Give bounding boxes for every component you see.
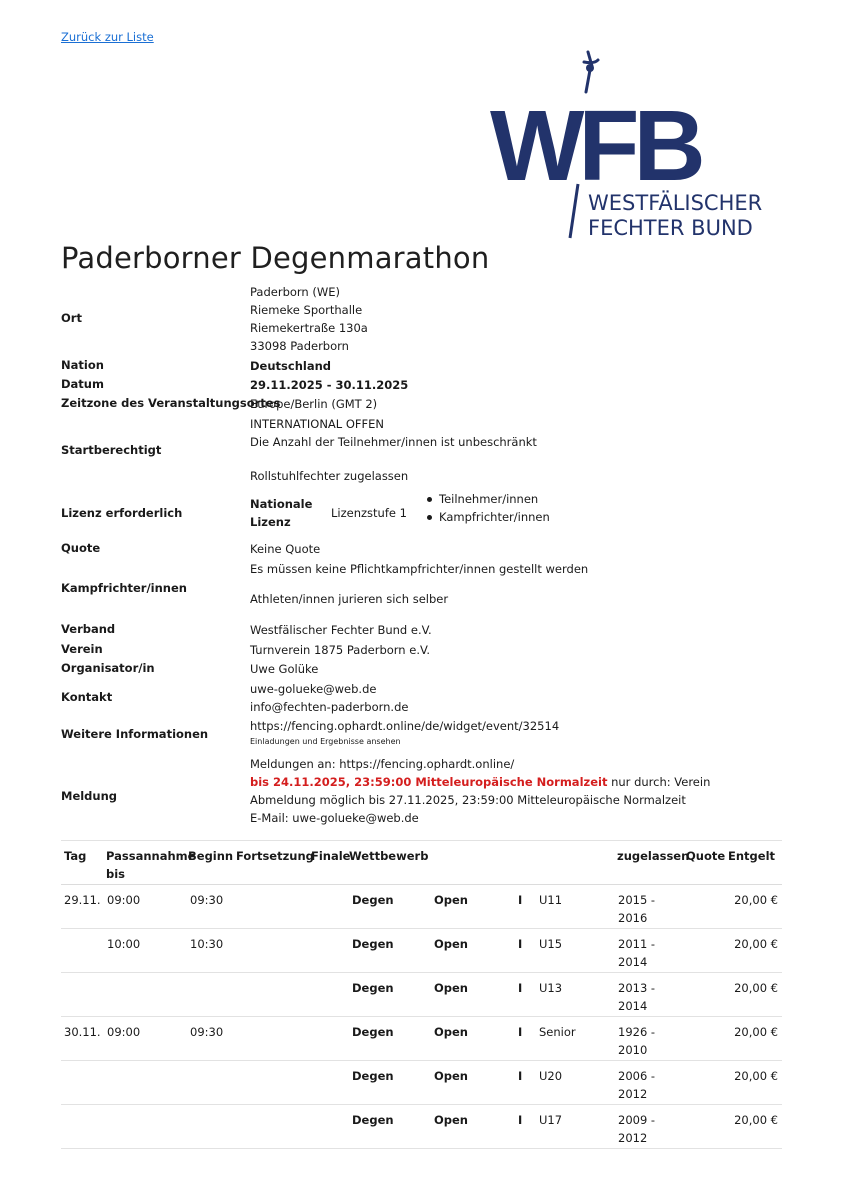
lizenz-label: Lizenz erforderlich: [61, 506, 183, 520]
info-row-datum: [61, 376, 781, 395]
nation-value: Deutschland: [250, 359, 331, 373]
cell-entgelt: 20,00 €: [734, 1025, 778, 1039]
kontakt-email-2[interactable]: info@fechten-paderborn.de: [250, 700, 409, 714]
ort-value: Paderborn (WE) Riemeke Sporthalle Riemekertraße 130a 33098 Paderborn: [250, 285, 368, 353]
info-row-verband: [61, 621, 781, 640]
quote-label: Quote: [61, 541, 101, 555]
cell-zug: 2015 - 2016: [618, 893, 656, 925]
info-row-verein: [61, 641, 781, 660]
info-row-kampfrichter: [61, 560, 781, 610]
cell-beginn: 09:30: [190, 1025, 224, 1039]
th-tag: Tag: [64, 849, 87, 863]
cell-zug: 2013 - 2014: [618, 981, 656, 1013]
cell-gender: I: [518, 1069, 523, 1083]
cell-beginn: 10:30: [190, 937, 224, 951]
cell-klasse: U17: [539, 1113, 563, 1127]
cell-art: Open: [434, 1025, 468, 1039]
logo-line2: FECHTER BUND: [588, 216, 753, 240]
weitere-url[interactable]: https://fencing.ophardt.online/de/widget/event/32514: [250, 719, 560, 733]
cell-gender: I: [518, 893, 523, 907]
table-row: [61, 929, 782, 973]
cell-klasse: U15: [539, 937, 563, 951]
th-entgelt: Entgelt: [728, 849, 776, 863]
table-header: [61, 840, 782, 885]
cell-waffe: Degen: [352, 1025, 394, 1039]
competition-table: [61, 840, 782, 1149]
lizenz-item: Teilnehmer/innen: [425, 490, 550, 508]
kontakt-label: Kontakt: [61, 690, 113, 704]
cell-klasse: U11: [539, 893, 563, 907]
cell-art: Open: [434, 1069, 468, 1083]
nation-label: Nation: [61, 358, 104, 372]
cell-pass: 10:00: [107, 937, 141, 951]
weitere-value: [250, 717, 559, 749]
cell-zug: 2009 - 2012: [618, 1113, 656, 1145]
cell-waffe: Degen: [352, 1069, 394, 1083]
table-row: [61, 1017, 782, 1061]
zeitzone-label: Zeitzone des Veranstaltungsortes: [61, 396, 281, 410]
cell-beginn: 09:30: [190, 893, 224, 907]
cell-tag: 29.11.: [64, 893, 101, 907]
th-zugelassen: zugelassen: [617, 849, 690, 863]
cell-waffe: Degen: [352, 981, 394, 995]
cell-waffe: Degen: [352, 1113, 394, 1127]
datum-value: 29.11.2025 - 30.11.2025: [250, 378, 409, 392]
meldung-deadline: bis 24.11.2025, 23:59:00 Mitteleuropäische Normalzeit: [250, 775, 608, 789]
th-fortsetzung: Fortsetzung: [236, 849, 314, 863]
table-row: [61, 1061, 782, 1105]
cell-entgelt: 20,00 €: [734, 937, 778, 951]
ort-label: Ort: [61, 311, 82, 325]
info-row-zeitzone: [61, 395, 781, 414]
cell-zug: 1926 - 2010: [618, 1025, 656, 1057]
info-row-organisator: [61, 660, 781, 679]
th-finale: Finale: [311, 849, 351, 863]
info-row-startberechtigt: [61, 415, 781, 487]
table-row: [61, 1105, 782, 1149]
cell-entgelt: 20,00 €: [734, 981, 778, 995]
cell-pass: 09:00: [107, 1025, 141, 1039]
cell-entgelt: 20,00 €: [734, 893, 778, 907]
cell-gender: I: [518, 1113, 523, 1127]
info-row-quote: [61, 540, 781, 559]
cell-gender: I: [518, 981, 523, 995]
organisator-label: Organisator/in: [61, 661, 155, 675]
th-beginn: Beginn: [188, 849, 234, 863]
verband-label: Verband: [61, 622, 116, 636]
lizenz-level: Lizenzstufe 1: [331, 506, 407, 520]
logo-line1: WESTFÄLISCHER: [588, 191, 763, 215]
meldung-label: Meldung: [61, 789, 118, 803]
back-to-list-link[interactable]: Zurück zur Liste: [61, 30, 154, 44]
cell-klasse: U13: [539, 981, 563, 995]
cell-zug: 2011 - 2014: [618, 937, 656, 969]
cell-tag: 30.11.: [64, 1025, 101, 1039]
cell-gender: I: [518, 937, 523, 951]
page-title: Paderborner Degenmarathon: [61, 241, 490, 275]
table-row: [61, 885, 782, 929]
info-row-lizenz: [61, 490, 781, 534]
th-quote: Quote: [686, 849, 726, 863]
zeitzone-value: Europe/Berlin (GMT 2): [250, 397, 378, 411]
verband-value: Westfälischer Fechter Bund e.V.: [250, 623, 432, 637]
table-body: [61, 885, 782, 1149]
cell-entgelt: 20,00 €: [734, 1113, 778, 1127]
weitere-small[interactable]: Einladungen und Ergebnisse ansehen: [250, 737, 401, 746]
startberechtigt-value: INTERNATIONAL OFFEN Die Anzahl der Teilnehmer/innen ist unbeschränkt Rollstuhlfechter zugelassen: [250, 417, 537, 483]
datum-label: Datum: [61, 377, 104, 391]
lizenz-type: Nationale Lizenz: [250, 497, 313, 529]
quote-value: Keine Quote: [250, 542, 321, 556]
cell-klasse: U20: [539, 1069, 563, 1083]
kontakt-email-1[interactable]: uwe-golueke@web.de: [250, 682, 377, 696]
cell-art: Open: [434, 937, 468, 951]
info-row-kontakt: [61, 680, 781, 718]
info-row-nation: [61, 357, 781, 376]
cell-art: Open: [434, 1113, 468, 1127]
info-row-ort: [61, 283, 781, 357]
cell-waffe: Degen: [352, 937, 394, 951]
verein-label: Verein: [61, 642, 103, 656]
cell-pass: 09:00: [107, 893, 141, 907]
cell-zug: 2006 - 2012: [618, 1069, 656, 1101]
weitere-label: Weitere Informationen: [61, 727, 209, 741]
lizenz-list: [425, 490, 550, 526]
cell-gender: I: [518, 1025, 523, 1039]
kontakt-value: [250, 680, 408, 716]
info-row-meldung: [61, 755, 781, 829]
lizenz-item: Kampfrichter/innen: [425, 508, 550, 526]
startberechtigt-label: Startberechtigt: [61, 443, 162, 457]
kampfrichter-label: Kampfrichter/innen: [61, 581, 187, 595]
organisator-value: Uwe Golüke: [250, 662, 319, 676]
cell-art: Open: [434, 981, 468, 995]
verein-value: Turnverein 1875 Paderborn e.V.: [250, 643, 431, 657]
meldung-value: Meldungen an: https://fencing.ophardt.online/ bis 24.11.2025, 23:59:00 Mitteleuropäische Normalzeit nur durch: Verein Abmeldung möglich bis 27.11.2025, 23:59:00 Mitteleuropäische Normalzeit E-Mail: uwe-golueke@web.de: [250, 757, 711, 825]
logo-main-text: WFB: [490, 90, 700, 202]
table-row: [61, 973, 782, 1017]
wfb-logo: [478, 48, 782, 240]
cell-klasse: Senior: [539, 1025, 576, 1039]
kampfrichter-value: Es müssen keine Pflichtkampfrichter/innen gestellt werden Athleten/innen jurieren sich selber: [250, 562, 589, 606]
cell-art: Open: [434, 893, 468, 907]
cell-entgelt: 20,00 €: [734, 1069, 778, 1083]
th-wettbewerb: Wettbewerb: [349, 849, 429, 863]
th-passannahme: Passannahme bis: [106, 849, 196, 881]
info-row-weitere: [61, 717, 781, 755]
cell-waffe: Degen: [352, 893, 394, 907]
